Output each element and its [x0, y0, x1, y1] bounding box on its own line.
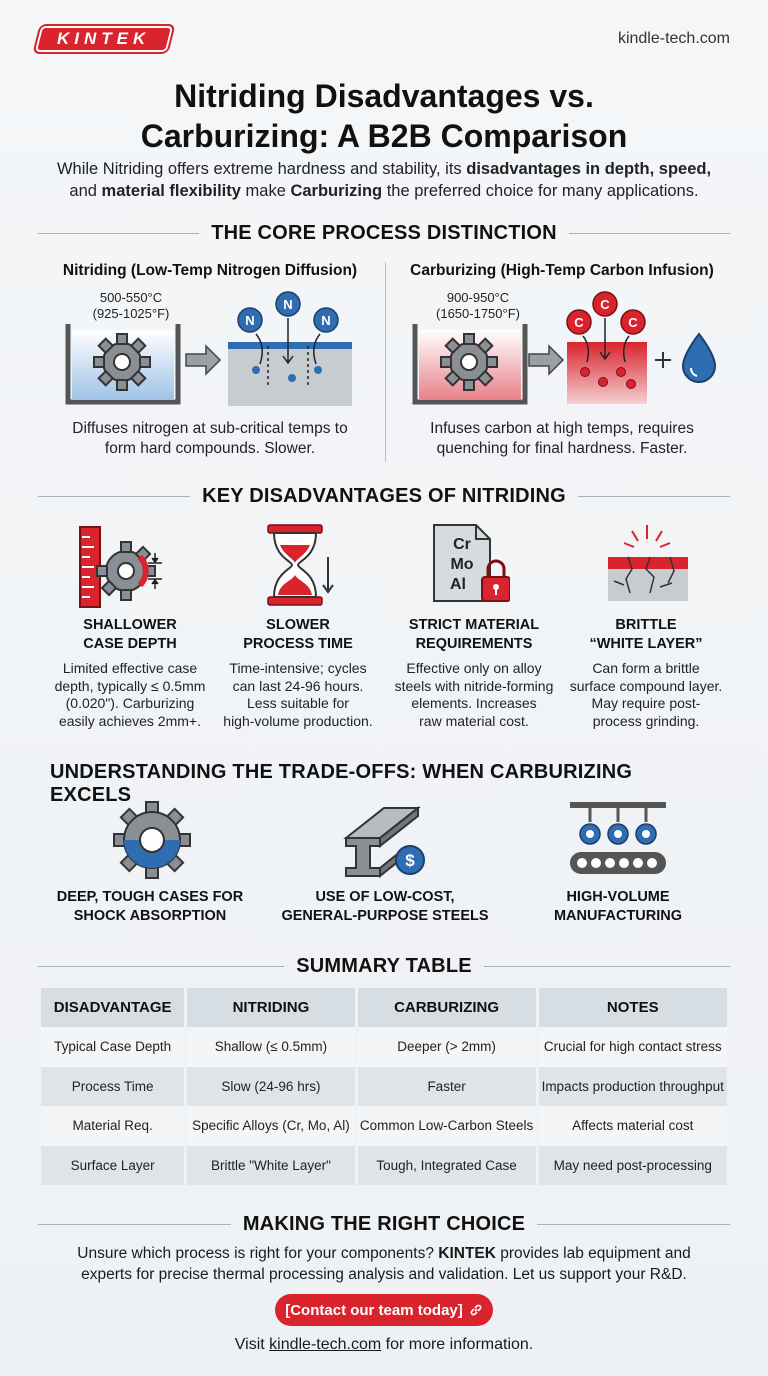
furnace-icon — [68, 324, 178, 402]
disadvantage-title: REQUIREMENTS — [415, 636, 533, 652]
desc-line: Infuses carbon at high temps, requires — [430, 420, 694, 437]
disadvantage-white-layer — [556, 616, 736, 730]
disadvantage-text: easily achieves 2mm+. — [58, 712, 201, 729]
section-title: KEY DISADVANTAGES OF NITRIDING — [202, 485, 566, 507]
tradeoff-title: USE OF LOW-COST, — [315, 889, 455, 905]
tough-gear-icon — [112, 800, 192, 880]
nitrogen-diffusion-icon — [228, 292, 352, 406]
carbon-atom-label: C — [628, 315, 638, 330]
subtitle-bold: Carburizing — [290, 182, 383, 200]
table-cell: May need post-processing — [539, 1146, 727, 1186]
table-cell: Slow (24-96 hrs) — [187, 1067, 354, 1107]
contact-button-label: [Contact our team today] — [285, 1301, 463, 1319]
disadvantage-text: surface compound layer. — [569, 677, 723, 694]
hourglass-icon — [262, 523, 342, 609]
carburizing-diagram — [407, 290, 727, 410]
tradeoff-deep-cases — [40, 888, 260, 926]
disadvantage-title: PROCESS TIME — [243, 636, 353, 652]
choice-brand: KINTEK — [438, 1245, 496, 1262]
table-row — [41, 1067, 727, 1107]
plus-icon — [655, 352, 671, 368]
table-cell: Deeper (> 2mm) — [358, 1027, 536, 1067]
title-line-1: Nitriding Disadvantages vs. — [174, 78, 594, 114]
table-cell: Material Req. — [41, 1106, 184, 1146]
tradeoff-title: SHOCK ABSORPTION — [73, 908, 227, 924]
disadvantage-text: elements. Increases — [411, 695, 537, 711]
desc-line: Diffuses nitrogen at sub-critical temps to — [72, 420, 348, 437]
disadvantage-text: steels with nitride-forming — [394, 677, 554, 694]
disadvantage-text: Time-intensive; cycles — [229, 660, 367, 676]
section-heading-core — [38, 222, 730, 245]
gear-icon — [94, 334, 150, 390]
site-link[interactable]: kindle-tech.com — [617, 30, 730, 47]
kintek-logo[interactable] — [35, 26, 173, 52]
subtitle-text: While Nitriding offers extreme hardness and stability, its — [56, 160, 467, 178]
brittle-layer-icon — [602, 521, 692, 607]
choice-line: experts for precise thermal processing analysis and validation. Let us support your R&D. — [81, 1266, 687, 1283]
temp-celsius: 500-550°C — [99, 290, 163, 305]
page-title — [0, 76, 768, 156]
temp-fahrenheit: (1650-1750°F) — [436, 306, 520, 321]
contact-button[interactable] — [275, 1294, 493, 1326]
column-divider — [385, 262, 386, 462]
section-heading-summary — [38, 955, 730, 978]
section-title: SUMMARY TABLE — [296, 955, 472, 977]
carbon-infusion-icon — [567, 292, 647, 404]
disadvantage-title: “WHITE LAYER” — [589, 636, 703, 652]
disadvantage-text: Limited effective case — [62, 660, 198, 676]
disadvantage-text: high-volume production. — [223, 712, 373, 729]
temp-fahrenheit: (925-1025°F) — [92, 306, 170, 321]
choice-line: provides lab equipment and — [495, 1245, 691, 1262]
disadvantage-text: depth, typically ≤ 0.5mm — [54, 677, 206, 694]
table-cell: Tough, Integrated Case — [358, 1146, 536, 1186]
disadvantage-title: STRICT MATERIAL — [408, 617, 540, 633]
nitrogen-atom-label: N — [245, 313, 255, 328]
table-cell: Impacts production throughput — [539, 1067, 727, 1107]
choice-line: Unsure which process is right for your components? — [77, 1245, 439, 1262]
disadvantage-text: can last 24-96 hours. — [232, 677, 364, 694]
desc-line: quenching for final hardness. Faster. — [436, 440, 688, 457]
table-cell: Common Low-Carbon Steels — [358, 1106, 536, 1146]
disadvantage-text: process grinding. — [592, 712, 700, 729]
title-line-2: Carburizing: A B2B Comparison — [140, 118, 628, 154]
disadvantage-process-time — [208, 616, 388, 730]
column-header: NITRIDING — [187, 988, 354, 1027]
nitrogen-atom-label: N — [321, 313, 331, 328]
visit-line — [0, 1336, 768, 1354]
table-row — [41, 1106, 727, 1146]
column-header: NOTES — [539, 988, 727, 1027]
disadvantage-text: Effective only on alloy — [406, 660, 542, 676]
visit-text: for more information. — [381, 1336, 534, 1353]
disadvantage-text: Can form a brittle — [592, 660, 700, 676]
furnace-icon — [415, 324, 525, 402]
svg-text:$: $ — [405, 851, 415, 870]
table-cell: Brittle "White Layer" — [187, 1146, 354, 1186]
nitriding-diagram — [60, 290, 360, 410]
arrow-right-icon — [529, 346, 563, 374]
table-row — [41, 1027, 727, 1067]
column-header: DISADVANTAGE — [41, 988, 184, 1027]
nitriding-title: Nitriding (Low-Temp Nitrogen Diffusion) — [62, 262, 358, 279]
nitrogen-atom-label: N — [283, 297, 293, 312]
section-heading-choice — [38, 1213, 730, 1236]
carbon-atom-label: C — [600, 297, 610, 312]
disadvantage-material — [376, 616, 572, 730]
subtitle — [40, 158, 728, 202]
disadvantage-title: CASE DEPTH — [83, 636, 177, 652]
element-cr: Cr — [453, 536, 471, 553]
logo-text: KINTEK — [57, 29, 151, 48]
disadvantage-title: SLOWER — [266, 617, 330, 633]
disadvantage-case-depth — [40, 616, 220, 730]
table-row — [41, 1146, 727, 1186]
tradeoff-high-volume — [518, 888, 718, 926]
link-icon — [469, 1303, 483, 1317]
element-mo: Mo — [450, 556, 474, 573]
disadvantage-title: SHALLOWER — [83, 617, 177, 633]
subtitle-text: and — [69, 182, 102, 200]
table-cell: Surface Layer — [41, 1146, 184, 1186]
visit-text: Visit — [234, 1336, 270, 1353]
tradeoff-title: DEEP, TOUGH CASES FOR — [56, 889, 244, 905]
disadvantage-text: raw material cost. — [419, 712, 529, 729]
subtitle-bold: disadvantages in depth, speed, — [466, 160, 712, 178]
choice-text — [50, 1243, 718, 1285]
subtitle-bold: material flexibility — [101, 182, 241, 200]
disadvantage-title: BRITTLE — [615, 617, 677, 633]
disadvantage-text: Less suitable for — [247, 695, 349, 711]
section-title: THE CORE PROCESS DISTINCTION — [211, 222, 557, 244]
element-al: Al — [450, 576, 466, 593]
table-cell: Shallow (≤ 0.5mm) — [187, 1027, 354, 1067]
table-cell: Specific Alloys (Cr, Mo, Al) — [187, 1106, 354, 1146]
tradeoff-low-cost-steels — [270, 888, 500, 926]
column-header: CARBURIZING — [358, 988, 536, 1027]
disadvantage-text: (0.020"). Carburizing — [65, 695, 195, 711]
tradeoff-title: GENERAL-PURPOSE STEELS — [281, 908, 489, 924]
quench-drop-icon — [683, 334, 715, 382]
gear-icon — [441, 334, 497, 390]
tradeoff-title: HIGH-VOLUME — [566, 889, 670, 905]
visit-link[interactable]: kindle-tech.com — [269, 1336, 382, 1353]
disadvantage-text: May require post- — [591, 695, 701, 711]
steel-beam-dollar-icon — [340, 798, 436, 884]
material-lock-icon — [430, 521, 510, 607]
section-heading-disadvantages — [38, 485, 730, 508]
subtitle-text: make — [240, 182, 291, 200]
table-cell: Crucial for high contact stress — [539, 1027, 727, 1067]
carbon-atom-label: C — [574, 315, 584, 330]
table-header-row — [41, 988, 727, 1027]
case-depth-icon — [76, 523, 166, 613]
table-cell: Faster — [358, 1067, 536, 1107]
summary-table — [38, 988, 730, 1185]
arrow-right-icon — [186, 346, 220, 374]
carburizing-title: Carburizing (High-Temp Carbon Infusion) — [410, 262, 714, 279]
table-cell: Typical Case Depth — [41, 1027, 184, 1067]
table-cell: Process Time — [41, 1067, 184, 1107]
temp-celsius: 900-950°C — [446, 290, 510, 305]
production-line-icon — [566, 800, 670, 880]
section-title: MAKING THE RIGHT CHOICE — [242, 1213, 526, 1235]
desc-line: form hard compounds. Slower. — [104, 440, 316, 457]
table-cell: Affects material cost — [539, 1106, 727, 1146]
subtitle-text: the preferred choice for many applications. — [382, 182, 699, 200]
nitriding-desc — [40, 419, 380, 459]
carburizing-desc — [392, 419, 732, 459]
section-title: UNDERSTANDING THE TRADE-OFFS: WHEN CARBURIZING EXCELS — [50, 761, 633, 806]
tradeoff-title: MANUFACTURING — [553, 908, 683, 924]
